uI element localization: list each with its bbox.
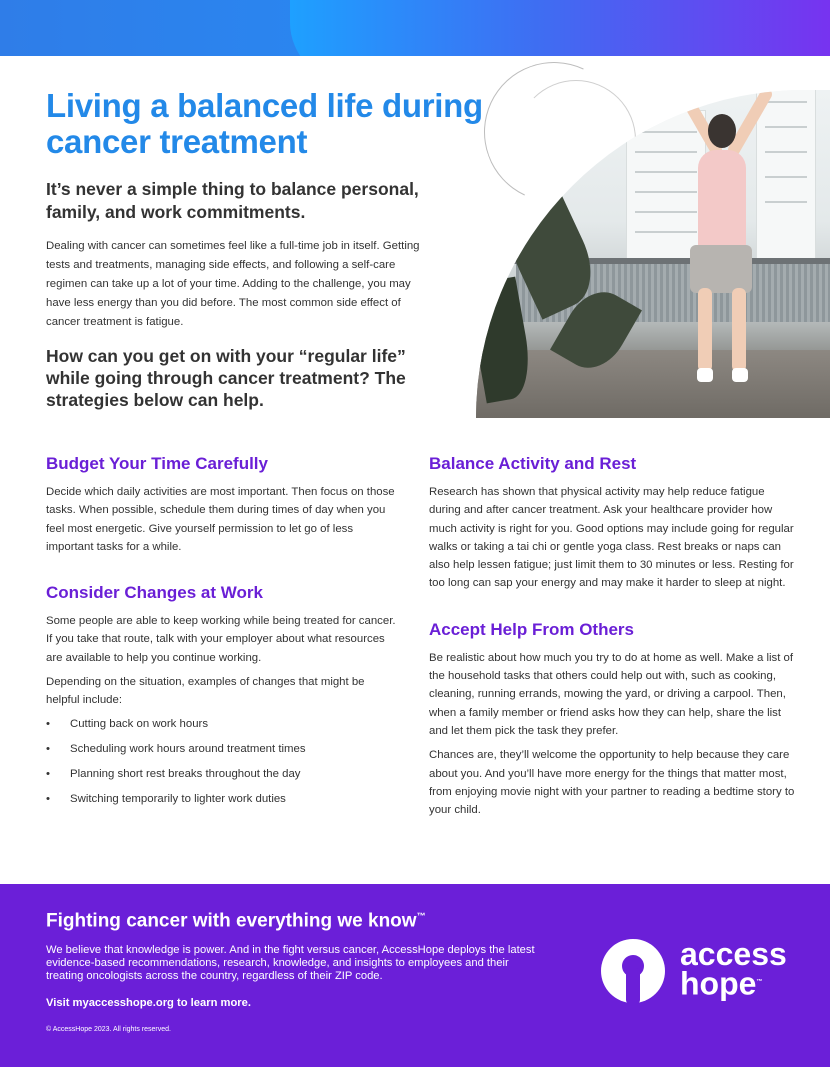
list-item: • Switching temporarily to lighter work duties [46, 792, 286, 805]
page-title: Living a balanced life during cancer treatment [46, 87, 483, 160]
footer-title: Fighting cancer with everything we know™ [46, 910, 426, 932]
section-heading-activity: Balance Activity and Rest [429, 454, 637, 473]
bullet-dot-icon: • [46, 742, 50, 755]
list-item: • Planning short rest breaks throughout the day [46, 767, 301, 780]
person-shorts [690, 245, 752, 293]
left-column [46, 453, 396, 816]
footer-description: We believe that knowledge is power. And in the fight versus cancer, AccessHope deploys the latest evidence-based recommendations, research, knowledge, and insights to employees and their treating oncologists across the country, regardless of their ZIP code. [46, 944, 535, 983]
top-banner [0, 0, 830, 56]
right-column [429, 453, 799, 825]
person-leg [698, 288, 712, 372]
footer [0, 884, 830, 1067]
learn-more-link[interactable]: Visit myaccesshope.org to learn more. [46, 997, 251, 1009]
section-text-work-examples: Depending on the situation, examples of changes that might be helpful include: [46, 676, 365, 707]
person-torso [698, 150, 746, 250]
building-shape [756, 90, 816, 260]
bullet-dot-icon: • [46, 717, 50, 730]
section-text-work: Some people are able to keep working while being treated for cancer. If you take that route, talk with your employer about what resources are available to help you continue working. [46, 615, 396, 664]
person-head [708, 114, 736, 148]
banner-gradient-shape [290, 0, 830, 56]
list-item: • Scheduling work hours around treatment times [46, 742, 306, 755]
logo-wordmark: access hope™ [680, 936, 787, 1002]
bullet-dot-icon: • [46, 767, 50, 780]
access-hope-logo-icon [600, 938, 666, 1004]
section-text-activity: Research has shown that physical activity may help reduce fatigue during and after cancer treatment. Ask your healthcare provider how much activity is right for you. Good options may include going for regular walks or taking a tai chi or gentle yoga class. Rest breaks or naps can also help lessen fatigue; just limit them to 30 minutes or less. Resting for too long can sap your energy and may make it harder to sleep at night. [429, 486, 794, 590]
access-hope-logo [600, 936, 810, 1004]
intro-question: How can you get on with your “regular life” while going through cancer treatment? The strategies below can help. [46, 346, 406, 410]
section-heading-budget: Budget Your Time Carefully [46, 454, 268, 473]
work-changes-list [46, 716, 396, 807]
section-heading-work: Consider Changes at Work [46, 583, 263, 603]
list-item: • Cutting back on work hours [46, 717, 209, 730]
balcony-floor [476, 350, 830, 418]
building-shape [626, 110, 706, 260]
page-subtitle: It’s never a simple thing to balance personal, family, and work commitments. [46, 179, 419, 222]
person-sock [697, 368, 713, 382]
section-text-help-benefits: Chances are, they’ll welcome the opportunity to help because they care about you. And you’ll have more energy for the things that matter most, from enjoying movie night with your partner to reading a bedtime story to your child. [429, 749, 795, 817]
person-leg [732, 288, 746, 372]
copyright-notice: © AccessHope 2023. All rights reserved. [46, 1026, 171, 1033]
person-sock [732, 368, 748, 382]
intro-paragraph: Dealing with cancer can sometimes feel like a full-time job in itself. Getting tests and treatments, managing side effects, and following a self-care regimen can take up a lot of your time. Adding to the challenge, you may have less energy than you did before. The most common side effect of cancer treatment is fatigue. [46, 240, 420, 328]
section-heading-help: Accept Help From Others [429, 619, 634, 639]
section-text-help: Be realistic about how much you try to do at home as well. Make a list of the household tasks that others could help out with, such as cooking, cleaning, running errands, mowing the yard, or driving a carpool. Then, when a family member or friend asks how they can help, share the list and let them pick the task they prefer. [429, 651, 794, 737]
bullet-dot-icon: • [46, 792, 50, 805]
section-text-budget: Decide which daily activities are most important. Then focus on those tasks. When possible, schedule them during times of day when you feel most energetic. Give yourself permission to let go of less important tasks for a while. [46, 486, 395, 553]
